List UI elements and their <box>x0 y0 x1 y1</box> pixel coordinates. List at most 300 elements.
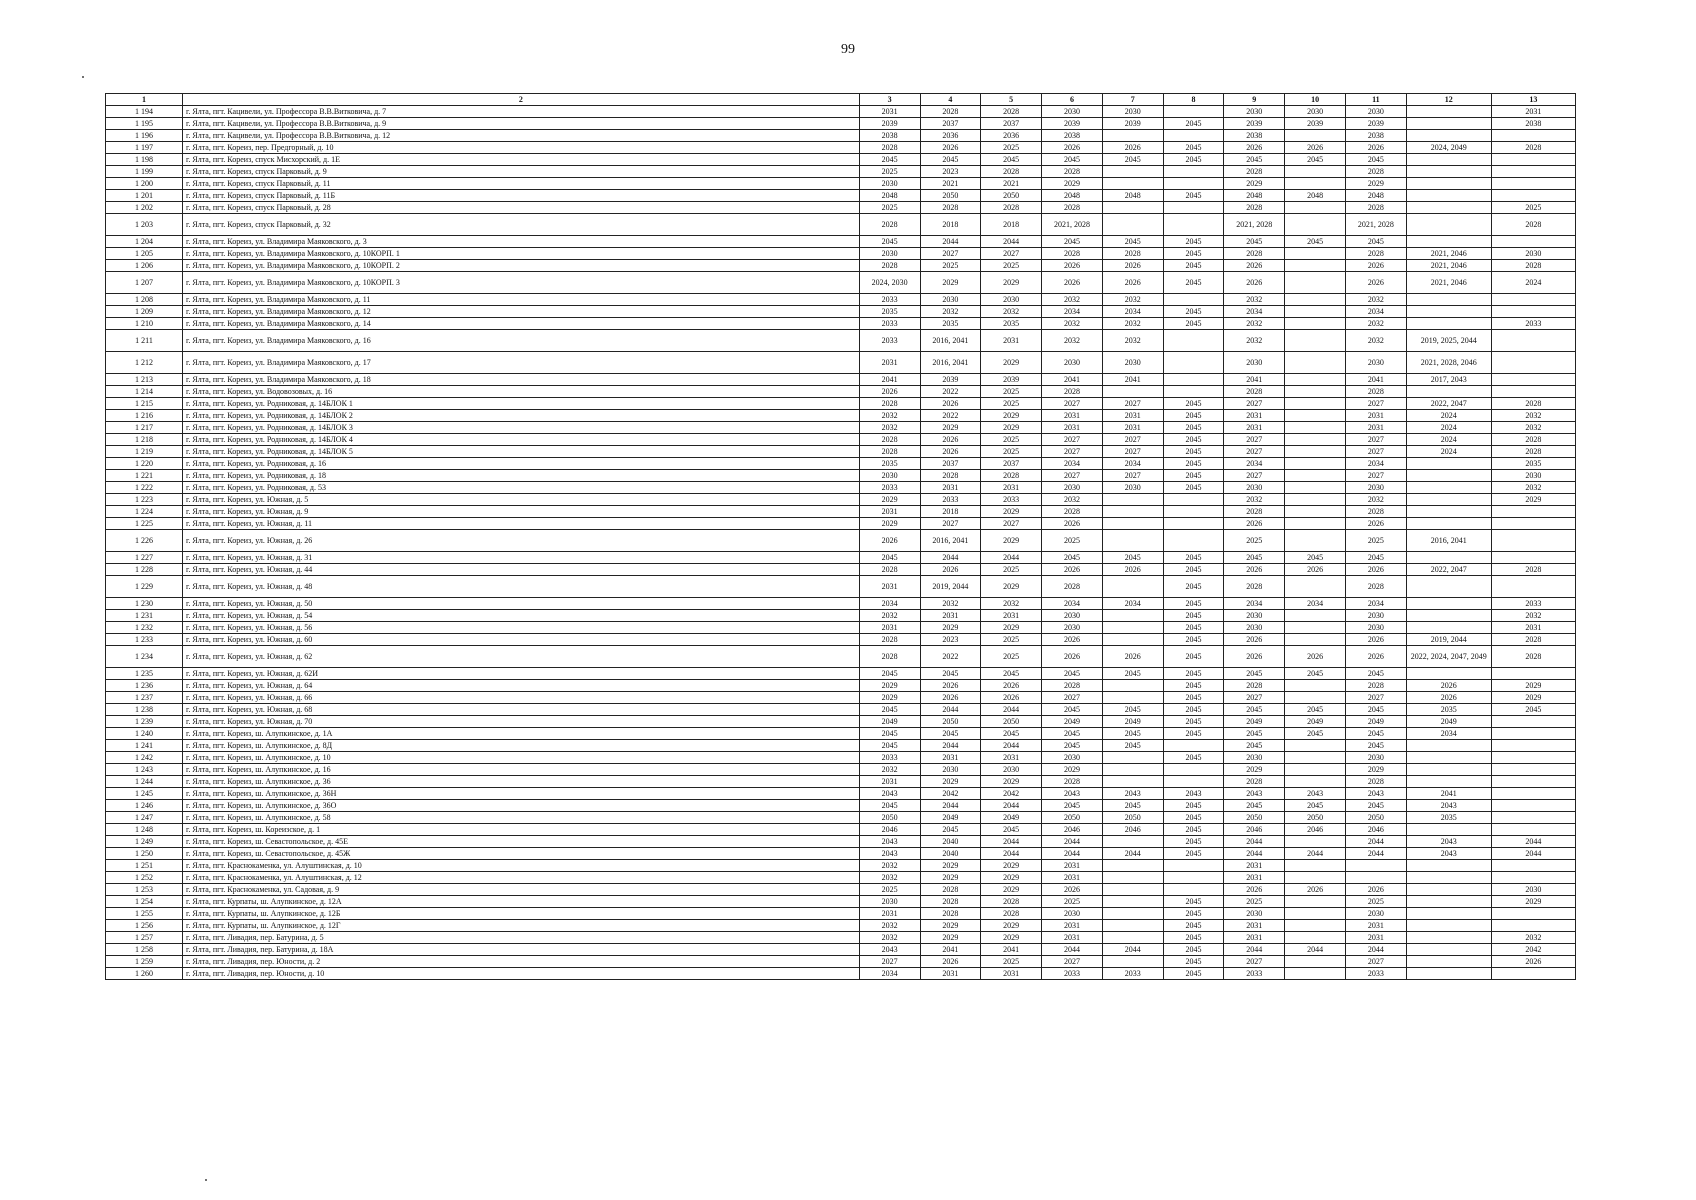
cell-col-13: 2024 <box>1491 272 1575 294</box>
cell-col-5: 2028 <box>981 166 1042 178</box>
cell-col-12: 2019, 2044 <box>1406 634 1491 646</box>
cell-col-7: 2030 <box>1102 352 1163 374</box>
cell-col-3: 2031 <box>859 106 920 118</box>
cell-col-4: 2026 <box>920 434 981 446</box>
cell-col-3: 2043 <box>859 848 920 860</box>
cell-col-8: 2045 <box>1163 190 1224 202</box>
cell-col-12: 2035 <box>1406 704 1491 716</box>
cell-col-4: 2025 <box>920 260 981 272</box>
cell-col-8: 2045 <box>1163 470 1224 482</box>
cell-col-7: 2027 <box>1102 446 1163 458</box>
table-row <box>106 764 1576 776</box>
cell-row-number: 1 202 <box>106 202 183 214</box>
cell-address: г. Ялта, пгт. Кореиз, ул. Южная, д. 68 <box>182 704 859 716</box>
cell-col-13: 2044 <box>1491 848 1575 860</box>
cell-col-10: 2044 <box>1285 944 1346 956</box>
cell-address: г. Ялта, пгт. Кореиз, ул. Родниковая, д. 14БЛОК 1 <box>182 398 859 410</box>
table-row <box>106 944 1576 956</box>
cell-col-11: 2044 <box>1345 836 1406 848</box>
table-row <box>106 330 1576 352</box>
cell-col-5: 2029 <box>981 410 1042 422</box>
cell-row-number: 1 240 <box>106 728 183 740</box>
cell-col-12: 2021, 2046 <box>1406 248 1491 260</box>
cell-col-10: 2026 <box>1285 646 1346 668</box>
table-row <box>106 860 1576 872</box>
cell-col-9: 2032 <box>1224 494 1285 506</box>
cell-col-6: 2026 <box>1042 884 1103 896</box>
cell-col-12 <box>1406 214 1491 236</box>
table-row <box>106 202 1576 214</box>
cell-row-number: 1 213 <box>106 374 183 386</box>
cell-col-5: 2029 <box>981 872 1042 884</box>
cell-col-9: 2030 <box>1224 352 1285 374</box>
cell-col-13 <box>1491 800 1575 812</box>
cell-col-13 <box>1491 166 1575 178</box>
cell-row-number: 1 223 <box>106 494 183 506</box>
table-row <box>106 576 1576 598</box>
cell-col-10 <box>1285 318 1346 330</box>
cell-col-5: 2044 <box>981 740 1042 752</box>
cell-col-10 <box>1285 908 1346 920</box>
cell-col-8 <box>1163 386 1224 398</box>
cell-col-8 <box>1163 494 1224 506</box>
cell-row-number: 1 226 <box>106 530 183 552</box>
cell-col-5: 2031 <box>981 482 1042 494</box>
table-row <box>106 106 1576 118</box>
cell-col-7: 2044 <box>1102 848 1163 860</box>
cell-col-11: 2034 <box>1345 306 1406 318</box>
cell-address: г. Ялта, пгт. Кореиз, ул. Южная, д. 50 <box>182 598 859 610</box>
cell-col-13: 2035 <box>1491 458 1575 470</box>
cell-col-5: 2044 <box>981 800 1042 812</box>
cell-address: г. Ялта, пгт. Кореиз, ул. Южная, д. 48 <box>182 576 859 598</box>
cell-col-9: 2032 <box>1224 294 1285 306</box>
cell-col-9: 2034 <box>1224 598 1285 610</box>
cell-col-7 <box>1102 506 1163 518</box>
cell-col-7 <box>1102 634 1163 646</box>
cell-col-8 <box>1163 860 1224 872</box>
table-row <box>106 458 1576 470</box>
cell-col-3: 2032 <box>859 872 920 884</box>
cell-col-5: 2037 <box>981 458 1042 470</box>
cell-row-number: 1 218 <box>106 434 183 446</box>
cell-col-9: 2030 <box>1224 106 1285 118</box>
cell-col-9: 2028 <box>1224 680 1285 692</box>
cell-col-3: 2045 <box>859 704 920 716</box>
cell-col-13 <box>1491 386 1575 398</box>
cell-address: г. Ялта, пгт. Кореиз, ш. Алупкинское, д. 1А <box>182 728 859 740</box>
cell-col-3: 2030 <box>859 178 920 190</box>
cell-col-6: 2028 <box>1042 248 1103 260</box>
cell-col-5: 2025 <box>981 646 1042 668</box>
cell-col-11: 2034 <box>1345 598 1406 610</box>
cell-col-10: 2049 <box>1285 716 1346 728</box>
cell-address: г. Ялта, пгт. Кореиз, ш. Алупкинское, д. 8Д <box>182 740 859 752</box>
cell-row-number: 1 246 <box>106 800 183 812</box>
cell-address: г. Ялта, пгт. Кореиз, ш. Алупкинское, д. 58 <box>182 812 859 824</box>
cell-col-11: 2028 <box>1345 248 1406 260</box>
cell-col-5: 2029 <box>981 272 1042 294</box>
cell-col-11: 2028 <box>1345 506 1406 518</box>
table-row <box>106 932 1576 944</box>
cell-col-12 <box>1406 776 1491 788</box>
column-header: 10 <box>1285 94 1346 106</box>
cell-col-12 <box>1406 202 1491 214</box>
cell-col-3: 2045 <box>859 740 920 752</box>
cell-col-11: 2030 <box>1345 352 1406 374</box>
cell-col-13 <box>1491 824 1575 836</box>
cell-col-13: 2031 <box>1491 622 1575 634</box>
cell-row-number: 1 229 <box>106 576 183 598</box>
cell-col-10: 2034 <box>1285 598 1346 610</box>
cell-col-9: 2032 <box>1224 330 1285 352</box>
cell-col-6: 2045 <box>1042 552 1103 564</box>
cell-row-number: 1 253 <box>106 884 183 896</box>
cell-col-8: 2045 <box>1163 824 1224 836</box>
cell-row-number: 1 255 <box>106 908 183 920</box>
cell-col-8: 2045 <box>1163 704 1224 716</box>
cell-col-6: 2032 <box>1042 318 1103 330</box>
cell-address: г. Ялта, пгт. Кореиз, ул. Южная, д. 66 <box>182 692 859 704</box>
cell-address: г. Ялта, пгт. Кореиз, спуск Парковый, д. 32 <box>182 214 859 236</box>
cell-col-11: 2033 <box>1345 968 1406 980</box>
cell-col-9: 2049 <box>1224 716 1285 728</box>
cell-row-number: 1 216 <box>106 410 183 422</box>
cell-col-12 <box>1406 386 1491 398</box>
cell-col-7 <box>1102 178 1163 190</box>
cell-col-13: 2032 <box>1491 410 1575 422</box>
table-row <box>106 610 1576 622</box>
cell-address: г. Ялта, пгт. Кореиз, ул. Владимира Маяковского, д. 11 <box>182 294 859 306</box>
cell-row-number: 1 231 <box>106 610 183 622</box>
cell-address: г. Ялта, пгт. Кореиз, спуск Парковый, д. 11 <box>182 178 859 190</box>
cell-row-number: 1 200 <box>106 178 183 190</box>
table-row <box>106 248 1576 260</box>
cell-col-11: 2027 <box>1345 398 1406 410</box>
cell-col-11: 2025 <box>1345 530 1406 552</box>
cell-col-3: 2025 <box>859 202 920 214</box>
table-row <box>106 446 1576 458</box>
cell-col-4: 2035 <box>920 318 981 330</box>
cell-col-7: 2034 <box>1102 458 1163 470</box>
cell-col-12: 2021, 2046 <box>1406 260 1491 272</box>
cell-col-6: 2025 <box>1042 896 1103 908</box>
cell-address: г. Ялта, пгт. Кореиз, ул. Родниковая, д. 16 <box>182 458 859 470</box>
cell-row-number: 1 204 <box>106 236 183 248</box>
column-header: 13 <box>1491 94 1575 106</box>
cell-col-5: 2044 <box>981 704 1042 716</box>
cell-col-6: 2028 <box>1042 776 1103 788</box>
cell-col-8: 2045 <box>1163 154 1224 166</box>
cell-row-number: 1 210 <box>106 318 183 330</box>
cell-address: г. Ялта, пгт. Кореиз, ул. Владимира Маяковского, д. 18 <box>182 374 859 386</box>
cell-col-7: 2027 <box>1102 470 1163 482</box>
cell-col-4: 2027 <box>920 518 981 530</box>
cell-col-3: 2038 <box>859 130 920 142</box>
cell-col-8: 2045 <box>1163 896 1224 908</box>
cell-col-7 <box>1102 680 1163 692</box>
cell-col-12 <box>1406 294 1491 306</box>
cell-col-9: 2027 <box>1224 446 1285 458</box>
cell-address: г. Ялта, пгт. Кореиз, ул. Владимира Маяковского, д. 10КОРП. 2 <box>182 260 859 272</box>
cell-col-13: 2032 <box>1491 932 1575 944</box>
cell-col-3: 2029 <box>859 518 920 530</box>
cell-col-13 <box>1491 716 1575 728</box>
cell-col-13 <box>1491 330 1575 352</box>
cell-col-11: 2032 <box>1345 330 1406 352</box>
cell-col-4: 2044 <box>920 800 981 812</box>
cell-col-3: 2049 <box>859 716 920 728</box>
cell-col-4: 2028 <box>920 908 981 920</box>
cell-col-11: 2045 <box>1345 236 1406 248</box>
cell-col-9: 2045 <box>1224 236 1285 248</box>
cell-col-11: 2026 <box>1345 634 1406 646</box>
cell-col-9: 2026 <box>1224 884 1285 896</box>
cell-col-13: 2028 <box>1491 564 1575 576</box>
cell-col-10: 2045 <box>1285 236 1346 248</box>
cell-col-5: 2044 <box>981 848 1042 860</box>
table-row <box>106 776 1576 788</box>
cell-col-9: 2028 <box>1224 386 1285 398</box>
cell-col-11: 2021, 2028 <box>1345 214 1406 236</box>
cell-col-6: 2038 <box>1042 130 1103 142</box>
cell-col-7 <box>1102 884 1163 896</box>
cell-col-7 <box>1102 530 1163 552</box>
cell-col-13: 2033 <box>1491 318 1575 330</box>
cell-col-11: 2026 <box>1345 272 1406 294</box>
cell-col-6: 2045 <box>1042 728 1103 740</box>
cell-col-8: 2045 <box>1163 598 1224 610</box>
cell-col-7 <box>1102 776 1163 788</box>
cell-col-5: 2029 <box>981 576 1042 598</box>
cell-col-12 <box>1406 598 1491 610</box>
cell-col-9: 2034 <box>1224 306 1285 318</box>
cell-col-8 <box>1163 506 1224 518</box>
column-header: 9 <box>1224 94 1285 106</box>
cell-col-6: 2026 <box>1042 634 1103 646</box>
cell-col-5: 2050 <box>981 190 1042 202</box>
cell-col-9: 2045 <box>1224 740 1285 752</box>
cell-col-10: 2026 <box>1285 884 1346 896</box>
column-header: 11 <box>1345 94 1406 106</box>
cell-col-6: 2028 <box>1042 386 1103 398</box>
cell-address: г. Ялта, пгт. Кореиз, ул. Южная, д. 56 <box>182 622 859 634</box>
table-row <box>106 634 1576 646</box>
cell-col-6: 2031 <box>1042 872 1103 884</box>
cell-col-8 <box>1163 166 1224 178</box>
cell-col-10 <box>1285 740 1346 752</box>
cell-col-7 <box>1102 752 1163 764</box>
scan-speck <box>82 76 84 78</box>
cell-col-11: 2029 <box>1345 764 1406 776</box>
cell-col-12 <box>1406 118 1491 130</box>
cell-col-13 <box>1491 190 1575 202</box>
cell-col-8 <box>1163 352 1224 374</box>
cell-col-11: 2027 <box>1345 956 1406 968</box>
table-row <box>106 716 1576 728</box>
cell-col-8: 2045 <box>1163 622 1224 634</box>
cell-col-12 <box>1406 458 1491 470</box>
table-row <box>106 704 1576 716</box>
cell-col-3: 2031 <box>859 576 920 598</box>
table-row <box>106 564 1576 576</box>
cell-col-7: 2028 <box>1102 248 1163 260</box>
cell-col-5: 2025 <box>981 434 1042 446</box>
cell-col-6: 2032 <box>1042 494 1103 506</box>
cell-col-4: 2032 <box>920 598 981 610</box>
cell-col-3: 2031 <box>859 776 920 788</box>
cell-col-8 <box>1163 884 1224 896</box>
cell-col-11: 2034 <box>1345 458 1406 470</box>
cell-col-3: 2032 <box>859 860 920 872</box>
cell-col-12 <box>1406 920 1491 932</box>
cell-col-13: 2029 <box>1491 494 1575 506</box>
cell-col-5: 2031 <box>981 610 1042 622</box>
cell-col-6: 2045 <box>1042 704 1103 716</box>
cell-col-6: 2030 <box>1042 106 1103 118</box>
cell-col-12 <box>1406 576 1491 598</box>
cell-col-7: 2046 <box>1102 824 1163 836</box>
cell-col-4: 2040 <box>920 836 981 848</box>
cell-col-12 <box>1406 552 1491 564</box>
cell-col-8: 2045 <box>1163 458 1224 470</box>
cell-col-11: 2030 <box>1345 106 1406 118</box>
cell-col-10 <box>1285 530 1346 552</box>
cell-col-12 <box>1406 318 1491 330</box>
cell-col-11: 2027 <box>1345 692 1406 704</box>
cell-col-12: 2049 <box>1406 716 1491 728</box>
cell-col-13: 2030 <box>1491 470 1575 482</box>
cell-address: г. Ялта, пгт. Кореиз, ул. Южная, д. 31 <box>182 552 859 564</box>
cell-col-6: 2028 <box>1042 680 1103 692</box>
cell-col-3: 2025 <box>859 884 920 896</box>
cell-col-10: 2046 <box>1285 824 1346 836</box>
cell-row-number: 1 225 <box>106 518 183 530</box>
cell-col-4: 2032 <box>920 306 981 318</box>
cell-col-8: 2045 <box>1163 752 1224 764</box>
cell-col-4: 2019, 2044 <box>920 576 981 598</box>
cell-col-8 <box>1163 518 1224 530</box>
cell-col-6: 2031 <box>1042 422 1103 434</box>
cell-col-5: 2032 <box>981 598 1042 610</box>
table-row <box>106 154 1576 166</box>
cell-col-8: 2045 <box>1163 680 1224 692</box>
cell-col-3: 2028 <box>859 398 920 410</box>
cell-col-9: 2030 <box>1224 622 1285 634</box>
cell-address: г. Ялта, пгт. Кореиз, ш. Алупкинское, д. 16 <box>182 764 859 776</box>
cell-col-8: 2045 <box>1163 422 1224 434</box>
cell-col-11: 2045 <box>1345 728 1406 740</box>
cell-address: г. Ялта, пгт. Кореиз, ул. Родниковая, д. 18 <box>182 470 859 482</box>
cell-col-13 <box>1491 306 1575 318</box>
cell-col-8: 2045 <box>1163 944 1224 956</box>
column-header: 3 <box>859 94 920 106</box>
table-row <box>106 306 1576 318</box>
cell-col-3: 2032 <box>859 932 920 944</box>
cell-col-5: 2029 <box>981 422 1042 434</box>
cell-col-11: 2045 <box>1345 704 1406 716</box>
cell-col-13 <box>1491 576 1575 598</box>
cell-address: г. Ялта, пгт. Кореиз, спуск Парковый, д. 9 <box>182 166 859 178</box>
cell-col-11: 2030 <box>1345 482 1406 494</box>
cell-col-7: 2032 <box>1102 318 1163 330</box>
cell-col-8 <box>1163 202 1224 214</box>
cell-col-5: 2029 <box>981 860 1042 872</box>
cell-col-13 <box>1491 236 1575 248</box>
cell-col-12 <box>1406 896 1491 908</box>
cell-col-10 <box>1285 836 1346 848</box>
cell-col-11: 2026 <box>1345 142 1406 154</box>
cell-col-7: 2045 <box>1102 154 1163 166</box>
table-row <box>106 752 1576 764</box>
cell-col-10: 2045 <box>1285 800 1346 812</box>
cell-address: г. Ялта, пгт. Краснокаменка, ул. Алуштинская, д. 10 <box>182 860 859 872</box>
cell-address: г. Ялта, пгт. Кореиз, ул. Родниковая, д. 14БЛОК 3 <box>182 422 859 434</box>
cell-col-7: 2026 <box>1102 564 1163 576</box>
cell-col-3: 2035 <box>859 306 920 318</box>
cell-col-3: 2045 <box>859 728 920 740</box>
cell-col-7: 2031 <box>1102 422 1163 434</box>
cell-col-9: 2044 <box>1224 836 1285 848</box>
cell-col-10: 2026 <box>1285 142 1346 154</box>
cell-row-number: 1 252 <box>106 872 183 884</box>
cell-col-12: 2043 <box>1406 800 1491 812</box>
cell-col-11: 2030 <box>1345 752 1406 764</box>
cell-col-10 <box>1285 610 1346 622</box>
cell-col-12: 2043 <box>1406 836 1491 848</box>
cell-col-4: 2021 <box>920 178 981 190</box>
cell-col-7: 2039 <box>1102 118 1163 130</box>
cell-col-13: 2028 <box>1491 434 1575 446</box>
cell-row-number: 1 212 <box>106 352 183 374</box>
cell-col-10 <box>1285 634 1346 646</box>
cell-col-11: 2045 <box>1345 800 1406 812</box>
cell-col-13: 2033 <box>1491 598 1575 610</box>
cell-col-12: 2026 <box>1406 680 1491 692</box>
cell-col-9: 2045 <box>1224 668 1285 680</box>
cell-col-10: 2044 <box>1285 848 1346 860</box>
cell-col-8 <box>1163 130 1224 142</box>
cell-address: г. Ялта, пгт. Ливадия, пер. Батурина, д. 18А <box>182 944 859 956</box>
cell-col-4: 2026 <box>920 446 981 458</box>
cell-col-4: 2016, 2041 <box>920 530 981 552</box>
cell-address: г. Ялта, пгт. Кореиз, ул. Владимира Маяковского, д. 3 <box>182 236 859 248</box>
cell-col-3: 2043 <box>859 836 920 848</box>
cell-col-8: 2045 <box>1163 836 1224 848</box>
cell-col-5: 2031 <box>981 330 1042 352</box>
cell-row-number: 1 203 <box>106 214 183 236</box>
cell-col-4: 2028 <box>920 896 981 908</box>
cell-col-7 <box>1102 836 1163 848</box>
cell-col-4: 2050 <box>920 190 981 202</box>
cell-col-5: 2044 <box>981 236 1042 248</box>
cell-col-5: 2028 <box>981 908 1042 920</box>
cell-address: г. Ялта, пгт. Кореиз, ул. Южная, д. 60 <box>182 634 859 646</box>
cell-col-3: 2030 <box>859 248 920 260</box>
cell-col-10 <box>1285 860 1346 872</box>
cell-col-12: 2022, 2047 <box>1406 398 1491 410</box>
cell-col-3: 2028 <box>859 564 920 576</box>
cell-col-11 <box>1345 860 1406 872</box>
cell-row-number: 1 259 <box>106 956 183 968</box>
cell-col-11: 2041 <box>1345 374 1406 386</box>
cell-col-13: 2029 <box>1491 896 1575 908</box>
cell-row-number: 1 241 <box>106 740 183 752</box>
cell-col-3: 2031 <box>859 506 920 518</box>
cell-col-12 <box>1406 884 1491 896</box>
cell-col-11 <box>1345 872 1406 884</box>
cell-col-4: 2045 <box>920 824 981 836</box>
